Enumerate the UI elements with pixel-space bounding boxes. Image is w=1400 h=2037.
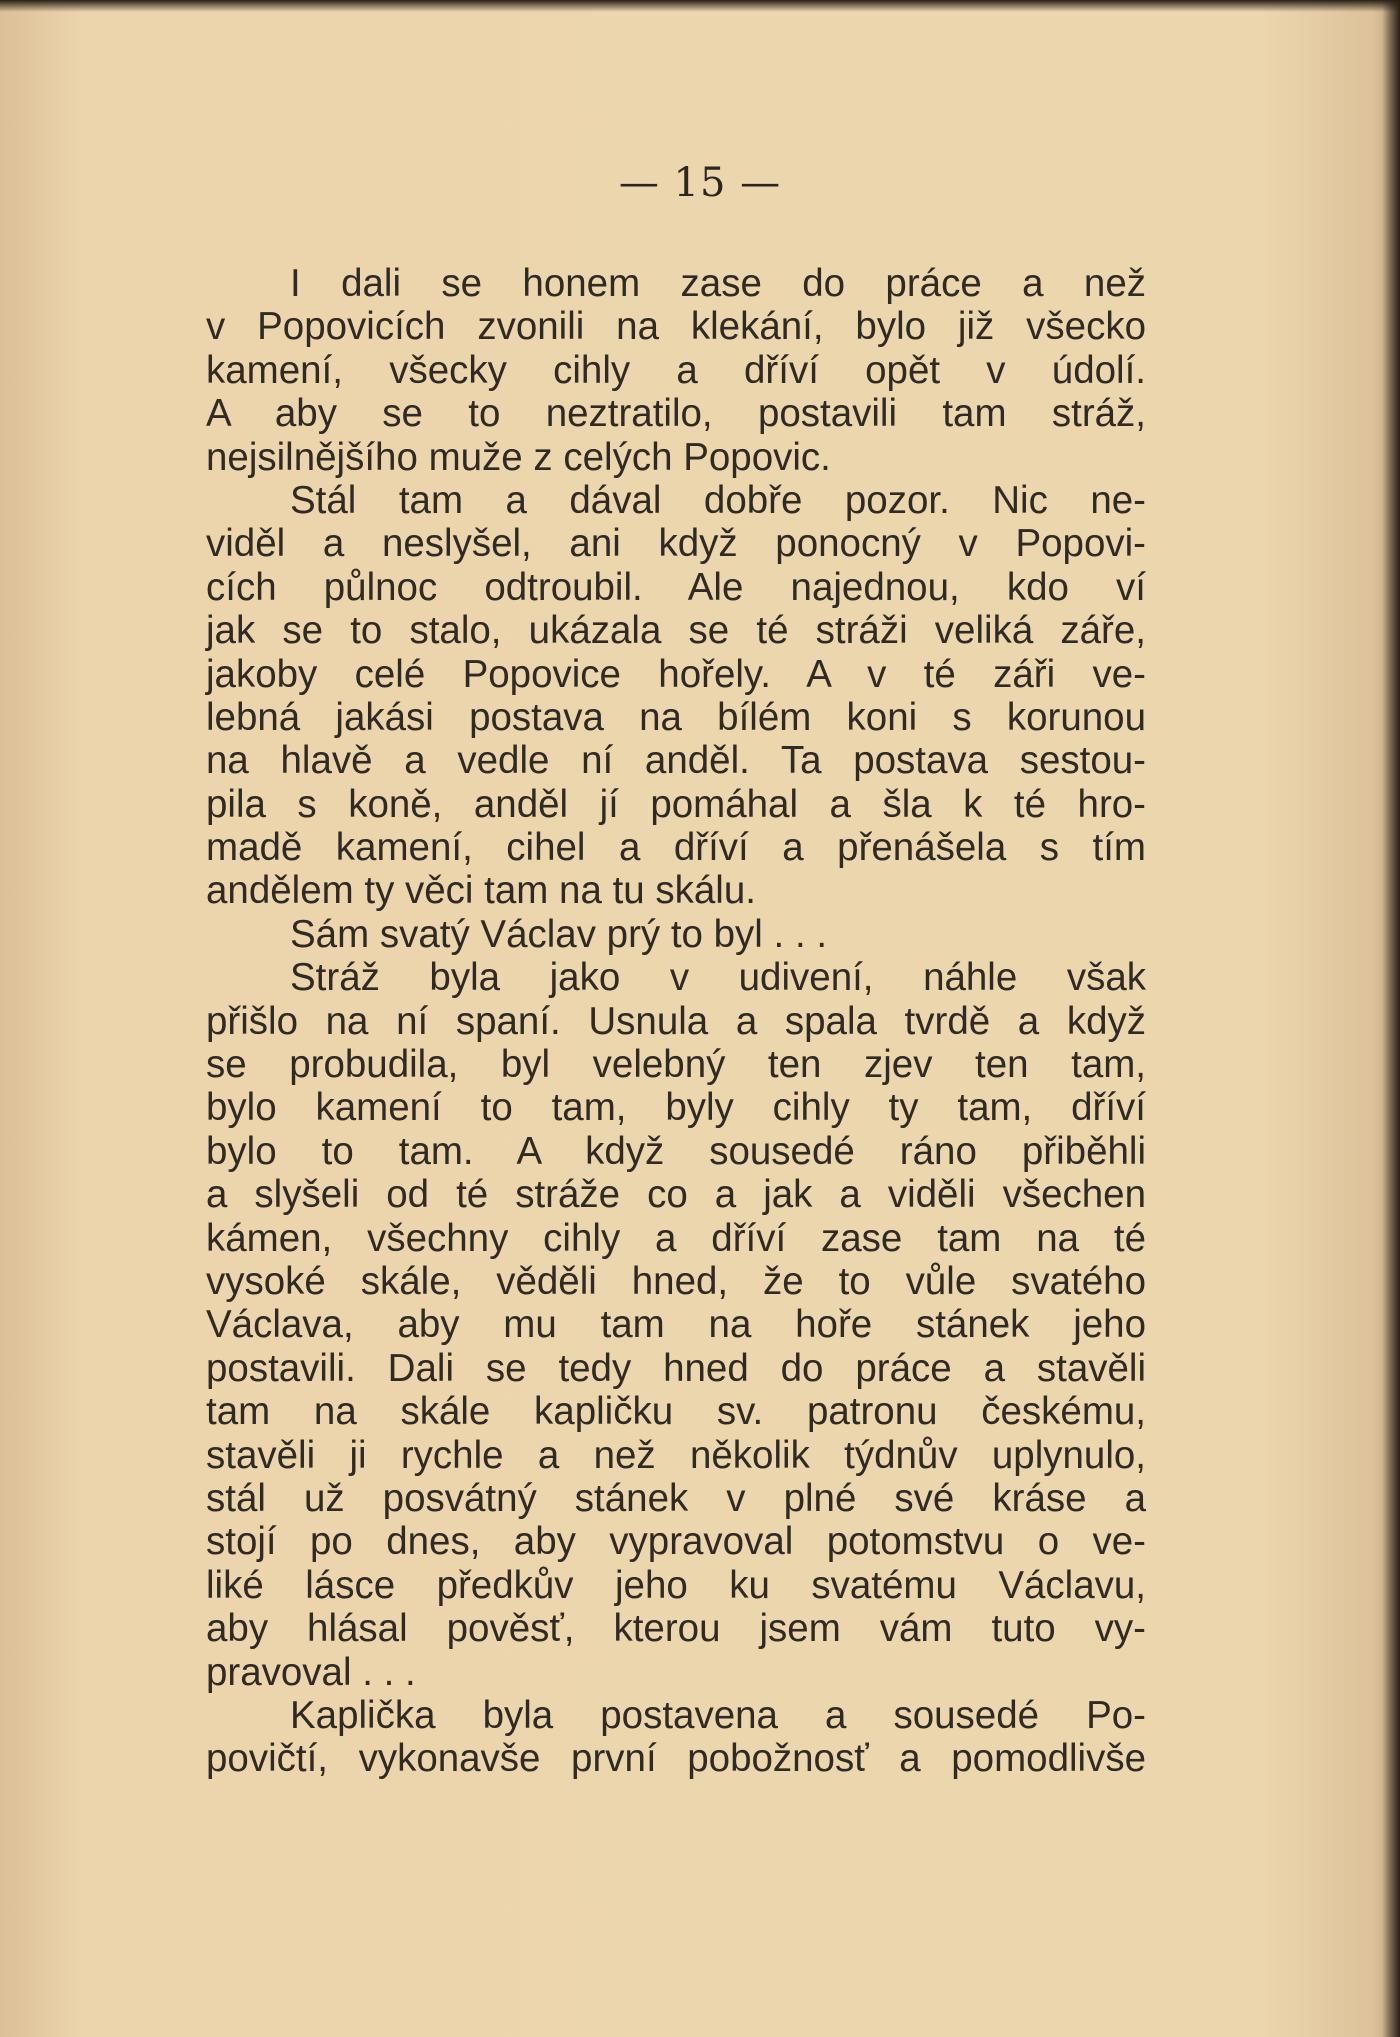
text-line: cích půlnoc odtroubil. Ale najednou, kdo ví — [206, 565, 1146, 609]
text-line: a slyšeli od té stráže co a jak a viděli všechen — [206, 1173, 1146, 1217]
page-top-shadow — [0, 0, 1400, 12]
text-line: viděl a neslyšel, ani když ponocný v Popovi- — [206, 522, 1146, 566]
text-line: madě kamení, cihel a dříví a přenášela s tím — [206, 826, 1146, 870]
text-line: postavili. Dali se tedy hned do práce a stavěli — [206, 1346, 1146, 1390]
text-line: andělem ty věci tam na tu skálu. — [206, 869, 756, 913]
text-line: v Popovicích zvonili na klekání, bylo již všecko — [206, 305, 1146, 349]
text-line: stál už posvátný stánek v plné své kráse a — [206, 1476, 1146, 1520]
page-number: — 15 — — [618, 160, 782, 206]
text-line: liké lásce předkův jeho ku svatému Václavu, — [206, 1563, 1146, 1607]
text-line: na hlavě a vedle ní anděl. Ta postava sestou- — [206, 739, 1146, 783]
text-line: povičtí, vykonavše první pobožnosť a pomodlivše — [206, 1737, 1146, 1781]
text-line: jakoby celé Popovice hořely. A v té záři ve- — [206, 652, 1146, 696]
text-line: kamení, všecky cihly a dříví opět v údolí. — [206, 348, 1146, 392]
text-line: nejsilnějšího muže z celých Popovic. — [206, 435, 831, 479]
page-right-edge — [1382, 0, 1400, 2037]
text-line: se probudila, byl velebný ten zjev ten tam, — [206, 1043, 1146, 1087]
text-line: kámen, všechny cihly a dříví zase tam na té — [206, 1216, 1146, 1260]
text-line: Stráž byla jako v udivení, náhle však — [290, 956, 1146, 1000]
text-line: Václava, aby mu tam na hoře stánek jeho — [206, 1303, 1146, 1347]
text-line: bylo kamení to tam, byly cihly ty tam, dříví — [206, 1086, 1146, 1130]
text-line: bylo to tam. A když sousedé ráno přiběhli — [206, 1129, 1146, 1173]
text-line: pila s koně, anděl jí pomáhal a šla k té hro- — [206, 782, 1146, 826]
text-line: stavěli ji rychle a než několik týdnův uplynulo, — [206, 1433, 1146, 1477]
text-line: Sám svatý Václav prý to byl . . . — [290, 912, 828, 956]
text-line: Kaplička byla postavena a sousedé Po- — [290, 1693, 1146, 1737]
text-line: I dali se honem zase do práce a než — [290, 262, 1146, 305]
text-line: pravoval . . . — [206, 1650, 416, 1694]
text-line: tam na skále kapličku sv. patronu českému, — [206, 1390, 1146, 1434]
text-line: vysoké skále, věděli hned, že to vůle svatého — [206, 1259, 1146, 1303]
text-line: lebná jakási postava na bílém koni s korunou — [206, 695, 1146, 739]
text-line: přišlo na ní spaní. Usnula a spala tvrdě a když — [206, 999, 1146, 1043]
text-line: Stál tam a dával dobře pozor. Nic ne- — [290, 478, 1146, 522]
text-line: jak se to stalo, ukázala se té stráži veliká záře, — [206, 609, 1146, 653]
text-line: stojí po dnes, aby vypravoval potomstvu o ve- — [206, 1520, 1146, 1564]
body-text — [206, 262, 1146, 1781]
text-line: aby hlásal pověsť, kterou jsem vám tuto vy- — [206, 1607, 1146, 1651]
text-line: A aby se to neztratilo, postavili tam stráž, — [206, 392, 1146, 436]
